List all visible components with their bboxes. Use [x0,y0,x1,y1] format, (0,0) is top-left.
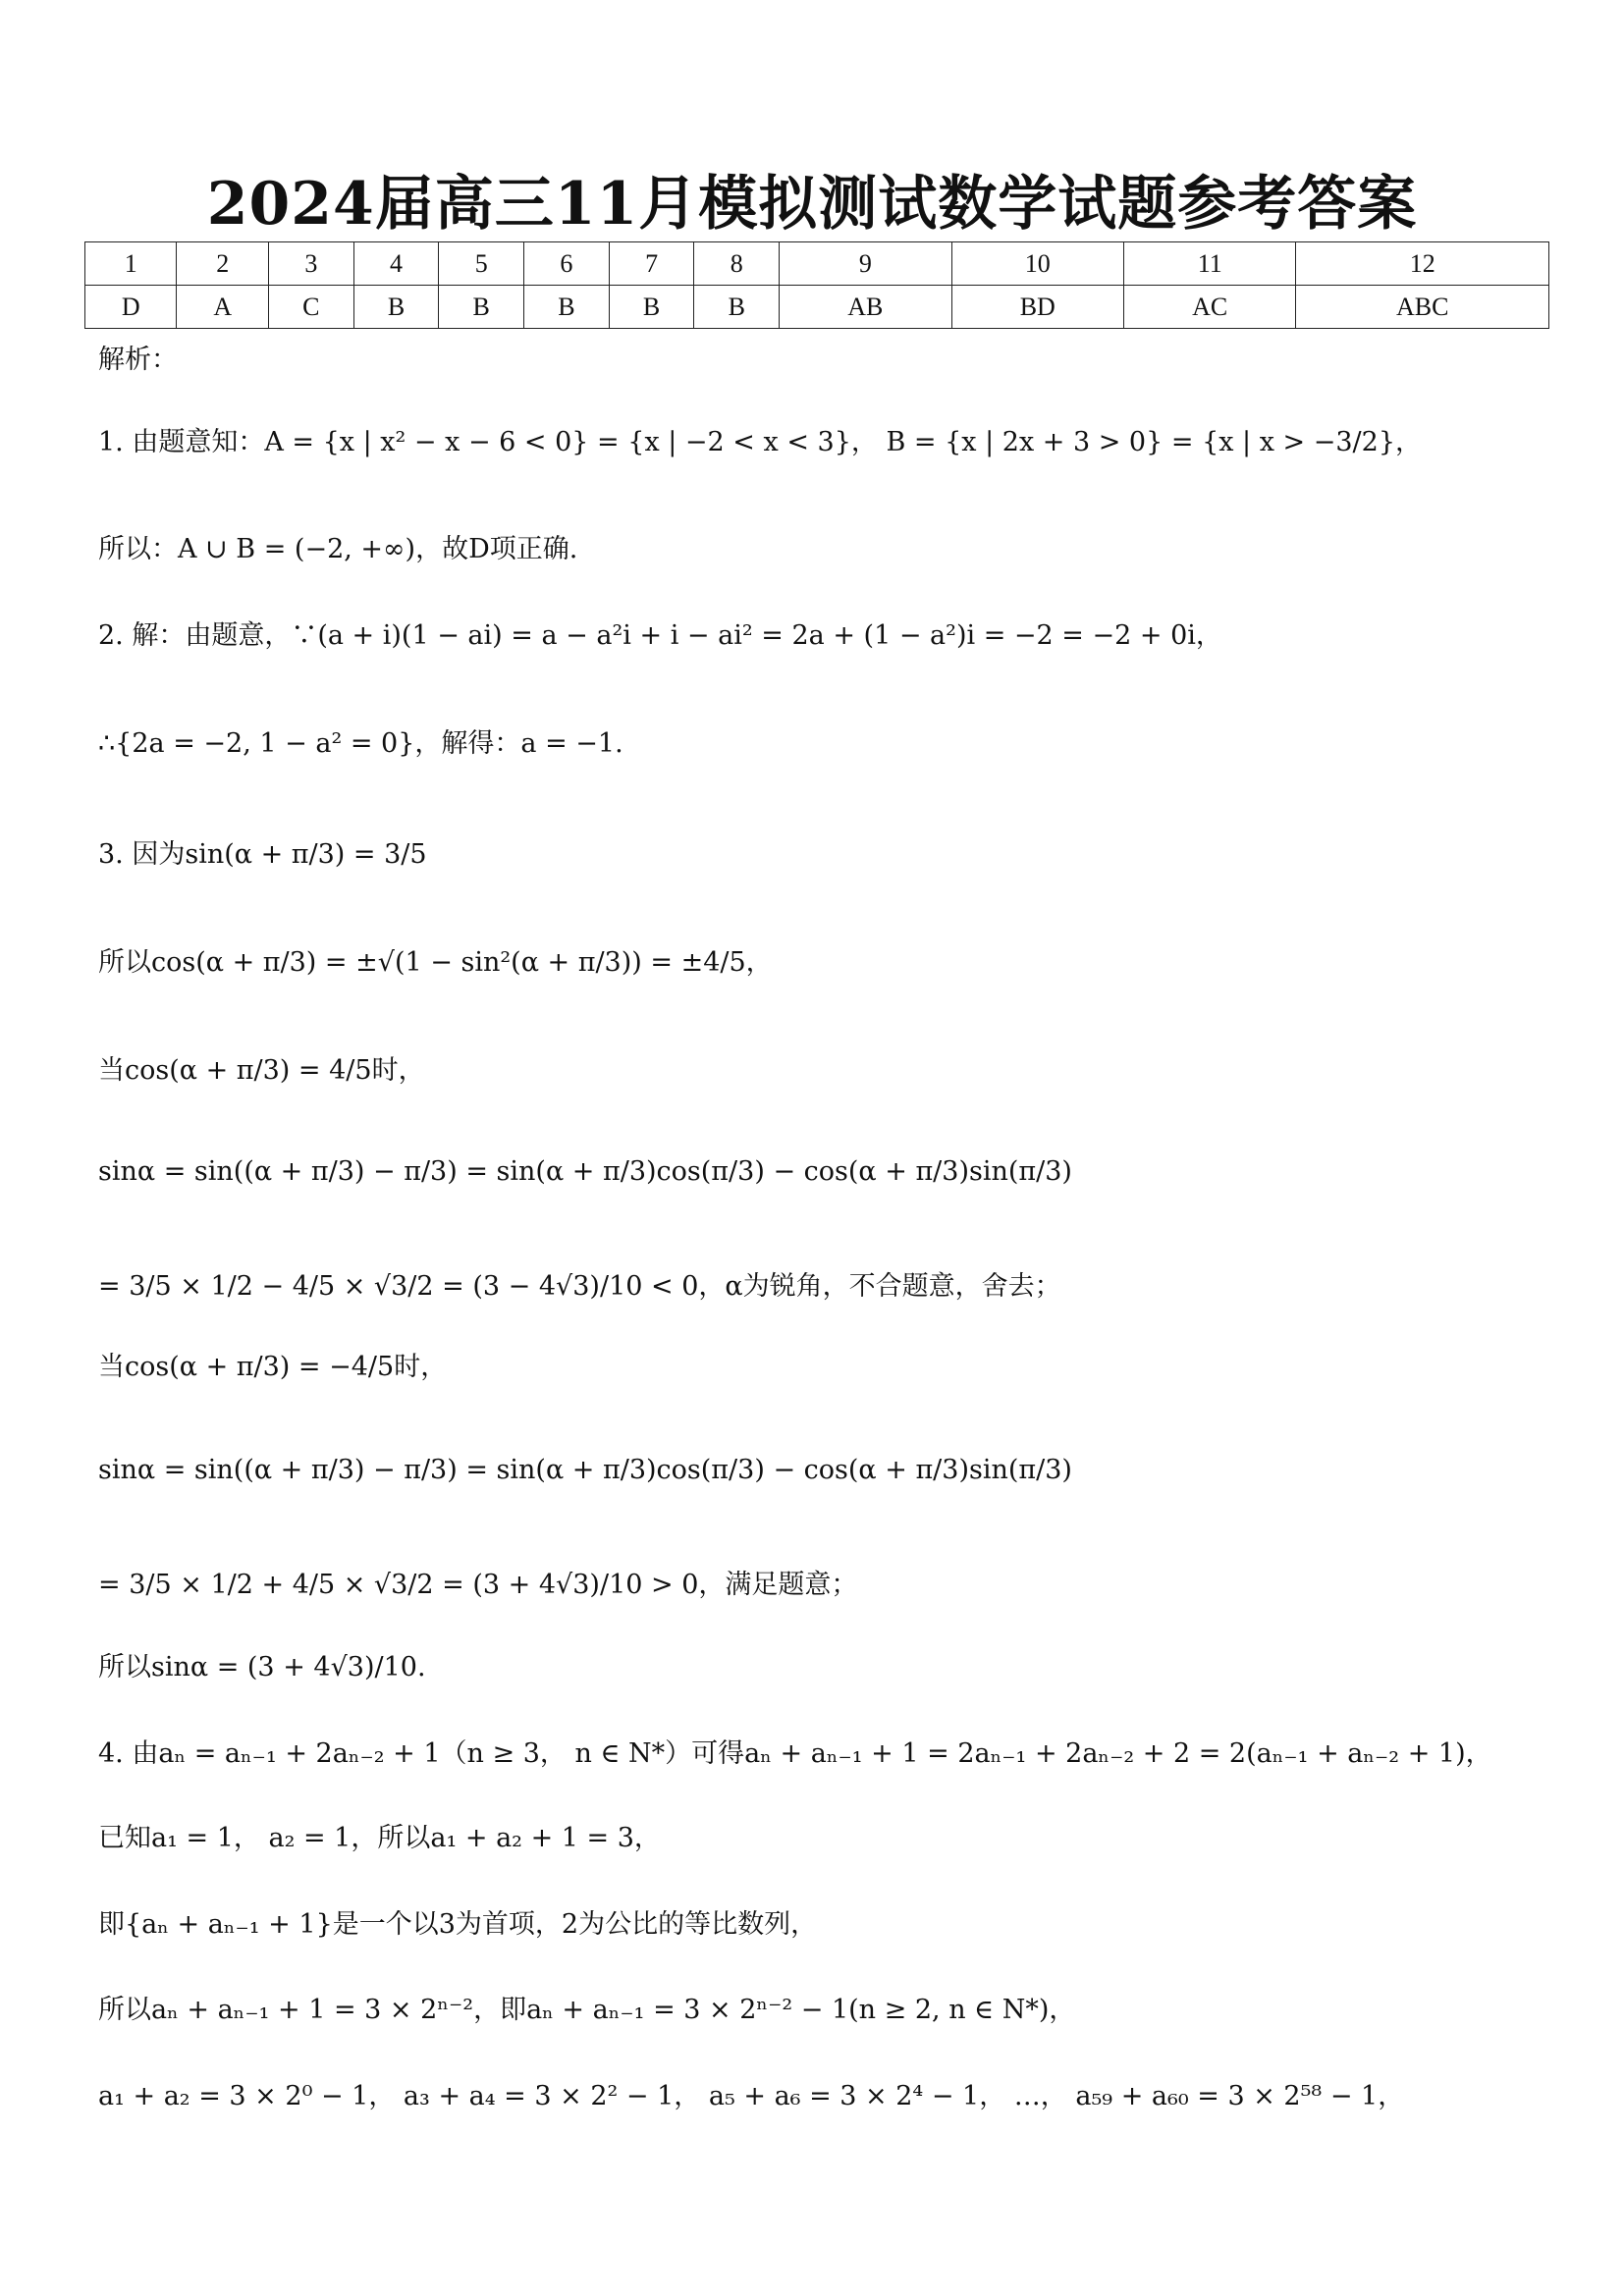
solution-line-q3-sin-expansion-1: sinα = sin((α + π/3) − π/3) = sin(α + π/3)cos(π/3) − cos(α + π/3)sin(π/3) [98,1156,1072,1187]
question-number: 7 [609,242,694,286]
question-number: 4 [353,242,439,286]
question-number: 6 [524,242,610,286]
question-number: 11 [1124,242,1296,286]
question-number-row [85,242,1549,286]
question-number: 10 [951,242,1123,286]
question-number: 8 [694,242,780,286]
solution-line-q4-geometric: 即{aₙ + aₙ₋₁ + 1}是一个以3为首项，2为公比的等比数列， [98,1909,818,1940]
question-number: 9 [780,242,951,286]
solution-line-q3-answer: 所以sinα = (3 + 4√3)/10. [98,1652,426,1682]
answer-cell: D [85,286,177,329]
answer-cell: C [268,286,353,329]
answer-cell: A [177,286,268,329]
question-number: 5 [439,242,524,286]
solution-line-q4-initial: 已知a₁ = 1， a₂ = 1，所以a₁ + a₂ + 1 = 3， [98,1823,661,1853]
answer-cell: BD [951,286,1123,329]
solution-line-q4-sums: a₁ + a₂ = 3 × 2⁰ − 1， a₃ + a₄ = 3 × 2² − 1， a₅ + a₆ = 3 × 2⁴ − 1， …， a₅₉ + a₆₀ = 3 × 2⁵⁸ − 1， [98,2081,1405,2111]
question-number: 1 [85,242,177,286]
solution-line-q2: 2. 解：由题意，∵(a + i)(1 − ai) = a − a²i + i − ai² = 2a + (1 − a²)i = −2 = −2 + 0i， [98,620,1222,651]
answer-cell: AB [780,286,951,329]
solution-line-q3-result-1: = 3/5 × 1/2 − 4/5 × √3/2 = (3 − 4√3)/10 < 0，α为锐角，不合题意，舍去； [98,1271,1061,1302]
answer-row [85,286,1549,329]
page-title: 2024届高三11月模拟测试数学试题参考答案 [206,170,1418,239]
solution-line-q4: 4. 由aₙ = aₙ₋₁ + 2aₙ₋₂ + 1（n ≥ 3， n ∈ N*）可得aₙ + aₙ₋₁ + 1 = 2aₙ₋₁ + 2aₙ₋₂ + 2 = 2(aₙ₋₁ + aₙ₋₂ + 1)， [98,1738,1492,1769]
answer-cell: B [353,286,439,329]
solution-line-q3-case1: 当cos(α + π/3) = 4/5时， [98,1055,425,1086]
answer-cell: B [609,286,694,329]
answer-cell: B [439,286,524,329]
question-number: 3 [268,242,353,286]
solution-line-q1-conclusion: 所以：A ∪ B = (−2, +∞)，故D项正确. [98,534,578,564]
solution-line-q3: 3. 因为sin(α + π/3) = 3/5 [98,839,427,870]
analysis-heading: 解析： [98,345,178,375]
answer-cell: AC [1124,286,1296,329]
solution-line-q1: 1. 由题意知：A = {x | x² − x − 6 < 0} = {x | −2 < x < 3}， B = {x | 2x + 3 > 0} = {x | x > −3/2}， [98,427,1423,457]
answer-table [84,241,1549,329]
answer-cell: ABC [1296,286,1549,329]
solution-line-q3-result-2: = 3/5 × 1/2 + 4/5 × √3/2 = (3 + 4√3)/10 > 0，满足题意； [98,1570,858,1600]
solution-line-q3-cos: 所以cos(α + π/3) = ±√(1 − sin²(α + π/3)) = ±4/5， [98,947,773,978]
question-number: 2 [177,242,268,286]
solution-line-q3-sin-expansion-2: sinα = sin((α + π/3) − π/3) = sin(α + π/3)cos(π/3) − cos(α + π/3)sin(π/3) [98,1455,1072,1485]
question-number: 12 [1296,242,1549,286]
answer-cell: B [524,286,610,329]
solution-line-q4-formula: 所以aₙ + aₙ₋₁ + 1 = 3 × 2ⁿ⁻²，即aₙ + aₙ₋₁ = 3 × 2ⁿ⁻² − 1(n ≥ 2, n ∈ N*)， [98,1995,1076,2025]
answer-cell: B [694,286,780,329]
solution-line-q3-case2: 当cos(α + π/3) = −4/5时， [98,1352,448,1382]
solution-line-q2-system: ∴{2a = −2, 1 − a² = 0}，解得：a = −1. [98,728,623,759]
